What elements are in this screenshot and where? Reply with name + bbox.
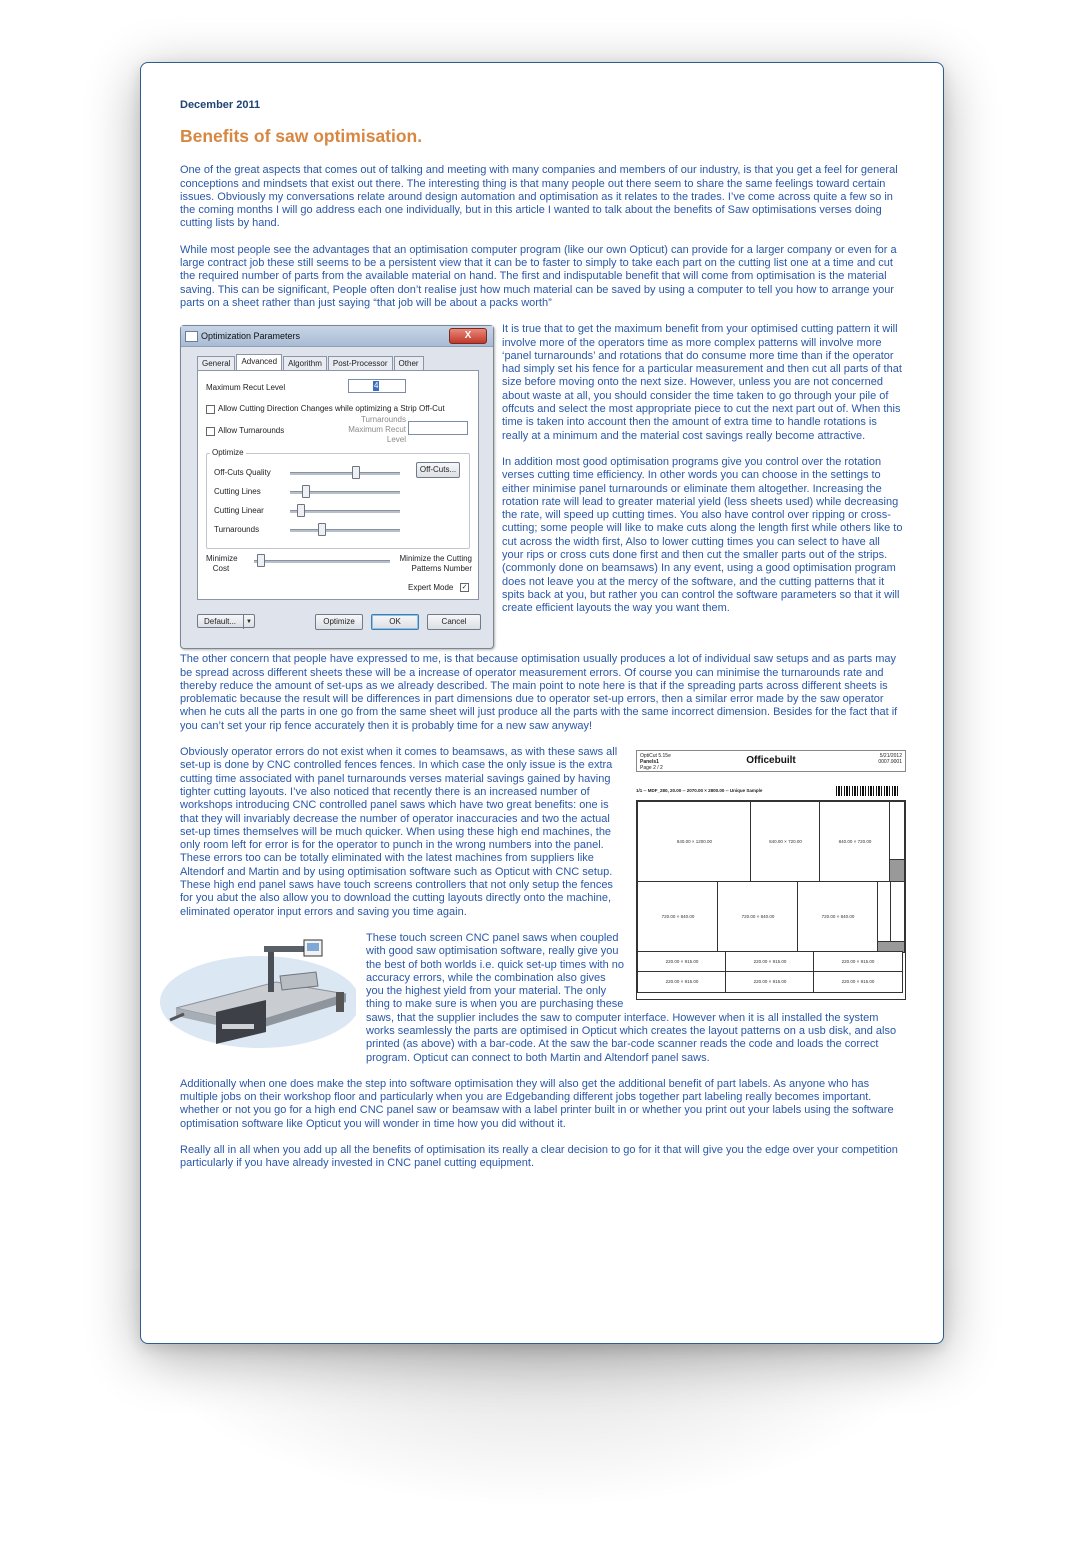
- cost-patterns-slider[interactable]: [254, 560, 390, 563]
- max-recut-value: 4: [374, 381, 379, 391]
- turnarounds-label: Turnarounds: [214, 525, 260, 535]
- off-cuts-quality-label: Off-Cuts Quality: [214, 468, 271, 478]
- max-recut-label: Maximum Recut Level: [206, 383, 286, 393]
- report-brand: Officebuilt: [746, 755, 796, 767]
- tab-other[interactable]: Other: [394, 356, 424, 370]
- article: [180, 99, 904, 1184]
- dialog-title: Optimization Parameters: [201, 331, 301, 342]
- paragraph-4: In addition most good optimisation programs give you control over the rotation verses cutting time efficiency. In other words you can choose in the settings to either minimise panel turnarounds or eliminate them altogether. Increasing the rotation rate will lead to greater material yield (less sheets used) while decreasing the rate, will speed up cutting times. You also have control over ripping or cross-cutting; some people will like to make cuts along the length first while others like to cut across the width first, Also to lower cutting times you can select to have all your rips or cross cuts done first and then cut the smaller parts out of the strips. (commonly done on beamsaws) In any event, using a good optimisation program does not leave you at the mercy of the software, and the cutting patterns that it spits back at you, but rather you can control the software parameters so that it will create efficient layouts the way you want them.: [502, 455, 903, 615]
- optimization-parameters-dialog: [180, 325, 494, 649]
- paragraph-6: Obviously operator errors do not exist when it comes to beamsaws, as with these saws all set-up is done by CNC controlled fences fences. In which case the only issue is the extra cutting time associated with panel turnarounds verses material savings gained by having tighter cutting layouts. I’ve also noticed that recently there is an increased number of workshops introducing CNC controlled panel saws which have two great benefits: one is that they will invariably decrease the number of operator inaccuracies and two the actual set-up times themselves will be much quicker. When using these high end machines, the only room left for error is for the operator to punch in the wrong numbers into the panel. These errors too can be totally eliminated with the latest machines from suppliers like Altendorf and Martin and by using optimisation software such as Opticut with CNC setup. These high end panel saws have touch screens controllers that not only setup the fences for you abut the also allow you to download the cutting layouts directly onto the machine, eliminated operator input errors and saving you time again.: [180, 746, 618, 918]
- sheet-part: 220.00 × 915.00: [637, 971, 727, 993]
- paragraph-2: While most people see the advantages that an optimisation computer program (like our own Opticut) can provide for a larger company or even for a large contract job these still seems to be a persistent view that it can be to faster to simply to take each part on the cutting list one at a time and cut the required number of parts from the available material on hand. The first and indisputable benefit that will come from optimisation is the material saving. This can be significant, People often don’t realise just how much material can be saved by using a computer to tell you how to arrange your parts on a sheet rather than just saying “that job will be about a packs worth”: [180, 243, 897, 309]
- paragraph-8: Additionally when one does make the step into software optimisation they will also get the additional benefit of part labels. As anyone who has multiple jobs on their workshop floor and particularly when you are Edgebanding different jobs together part labeling really becomes important. whether or not you go for a high end CNC panel saw or beamsaw with a label printer built in or whether you print out your labels using the software optimisation software like Opticut you will wonder in time how you did without it.: [180, 1077, 894, 1130]
- sheet-part: 220.00 × 915.00: [637, 951, 727, 973]
- dropdown-arrow-icon: ▼: [243, 615, 254, 629]
- panel-sheet: [636, 800, 906, 1000]
- ok-button[interactable]: OK: [371, 614, 419, 630]
- allow-turnarounds-label: Allow Turnarounds: [218, 426, 285, 436]
- cutting-linear-slider[interactable]: [290, 510, 400, 513]
- paragraph-7: These touch screen CNC panel saws when coupled with good saw optimisation software, really give you the best of both worlds i.e. quick set-up times with no accuracy errors, while the combination also gives you the highest yield from your material. The only thing to make sure is when you are purchasing these saws, that the supplier includes the saw to computer interface. However when it is all installed the system works seamlessly the parts are optimised in Opticut which creates the layout patterns on a usb disk, and also printed (as above) with a bar-code. At the saw the bar-code scanner reads the code and loads the correct program. Opticut can connect to both Martin and Altendorf panel saws.: [366, 931, 897, 1064]
- report-date: 5/21/2012: [879, 753, 902, 760]
- newsletter-page: [140, 62, 944, 1344]
- turnarounds-thumb[interactable]: [318, 523, 326, 536]
- turnarounds-slider[interactable]: [290, 529, 400, 532]
- report-page: Page 2 / 2: [640, 765, 663, 772]
- cnc-panel-saw-image: [156, 932, 356, 1050]
- paragraph-3: It is true that to get the maximum benefit from your optimised cutting pattern it will involve more of the operators time as more complex patterns will involve more ‘panel turnarounds’ and rotations that do consume more time than if the operator had simply set his fence for a particular measurement and then cut all parts of that size before moving onto the next size. However, unless you are not concerned about waste at all, you should consider the time taken to go through your pile of offcuts and select the most appropriate piece to cut the next part out of. When this time is taken into account then the amount of extra time to handle rotations is really at a minimum and the material cost savings really become attractive.: [502, 323, 902, 442]
- article-title: Benefits of saw optimisation.: [180, 126, 423, 147]
- cutting-lines-thumb[interactable]: [302, 485, 310, 498]
- sheet-part: 220.00 × 915.00: [725, 971, 815, 993]
- cutting-linear-thumb[interactable]: [297, 504, 305, 517]
- report-caption: 1/1 -- MDF_280, 20.00 -- 2070.00 × 2800.00 -- Unique Sample: [636, 788, 763, 794]
- expert-mode-label: Expert Mode: [408, 583, 454, 593]
- cutting-linear-label: Cutting Linear: [214, 506, 264, 516]
- report-code: 0007.9001: [878, 759, 902, 766]
- report-header: [636, 750, 906, 772]
- off-cuts-quality-slider[interactable]: [290, 472, 400, 475]
- turnarounds-recut-label: Turnarounds Maximum Recut Level: [348, 415, 406, 445]
- tab-post-processor[interactable]: Post-Processor: [328, 356, 393, 370]
- advanced-tab-panel: [197, 370, 479, 600]
- cutting-lines-label: Cutting Lines: [214, 487, 261, 497]
- paragraph-1: One of the great aspects that comes out of talking and meeting with many companies and members of our industry, is that you get a feel for general conceptions and mindsets that exist out there. The interesting thing is that many people out there seem to share the same feelings toward certain issues. Obviously my conversations relate around design automation and optimisation as it relates to the trades. I’ve come across quite a few so in the coming months I will go address each one individually, but in this article I wanted to talk about the benefits of Saw optimisations verses doing cutting lists by hand.: [180, 164, 898, 230]
- sheet-part-small: [889, 801, 905, 861]
- allow-cutting-direction-checkbox[interactable]: [206, 405, 215, 414]
- off-cuts-button[interactable]: Off-Cuts...: [416, 462, 460, 478]
- article-date: December 2011: [180, 99, 261, 111]
- expert-mode-checkbox[interactable]: ✓: [461, 584, 468, 592]
- allow-cutting-direction-label: Allow Cutting Direction Changes while optimizing a Strip Off-Cut: [218, 404, 445, 414]
- sheet-part: 220.00 × 915.00: [813, 951, 903, 973]
- max-recut-input[interactable]: [348, 379, 406, 393]
- paragraph-5: The other concern that people have expressed to me, is that because optimisation usually produces a lot of individual saw setups and as parts may be spread across different sheets these will be a increase of operator measurement errors. Of course you can minimise the turnarounds rate and thereby reduce the amount of set-ups as we already described. The main point to note here is that if the spreading parts across different sheets is problematic because the result will be differences in part dimensions due to operator set-up errors, then a similar error made by the saw operator when he cuts all the parts in one go from the same sheet will just produce all the parts with the same incorrect dimension. Besides for the fact that if you can’t set your rip fence accurately then it is probably time for a new saw anyway!: [180, 653, 898, 732]
- sheet-part: 840.00 × 1200.00: [637, 801, 752, 883]
- dialog-body: [187, 352, 487, 642]
- cancel-button[interactable]: Cancel: [427, 614, 481, 630]
- cost-patterns-thumb[interactable]: [257, 554, 265, 567]
- sheet-part: 220.00 × 915.00: [813, 971, 903, 993]
- report-version: OptiCut 5.15e: [640, 753, 671, 760]
- tab-general[interactable]: General: [197, 356, 235, 370]
- sheet-part: 720.00 × 840.00: [797, 881, 879, 953]
- sheet-part: 840.00 × 720.00: [819, 801, 891, 883]
- dialog-tabs: [197, 356, 425, 370]
- tab-advanced[interactable]: Advanced: [236, 354, 282, 370]
- minimize-cost-label: Minimize Cost: [206, 554, 238, 574]
- off-cuts-quality-thumb[interactable]: [352, 466, 360, 479]
- allow-turnarounds-checkbox[interactable]: [206, 427, 215, 436]
- default-button[interactable]: [197, 614, 255, 628]
- dialog-titlebar: [181, 326, 493, 347]
- close-button[interactable]: X: [449, 328, 487, 344]
- window-icon: [185, 331, 198, 342]
- paragraph-9: Really all in all when you add up all the benefits of optimisation its really a clear decision to go for it that will give you the edge over your competition particularly if you have already invested in CNC panel cutting equipment.: [180, 1144, 898, 1170]
- default-button-label: Default...: [204, 617, 237, 627]
- sheet-part-small: [890, 881, 905, 943]
- optimize-group-label: Optimize: [212, 448, 244, 458]
- barcode: [836, 786, 900, 796]
- tab-algorithm[interactable]: Algorithm: [283, 356, 327, 370]
- panel-saw-illustration: [156, 932, 356, 1050]
- cutting-layout-report: [636, 750, 904, 1000]
- turnarounds-recut-input[interactable]: [408, 421, 468, 435]
- sheet-part: 840.00 × 720.00: [750, 801, 821, 883]
- sheet-part: 720.00 × 840.00: [637, 881, 719, 953]
- optimize-button[interactable]: Optimize: [315, 614, 363, 630]
- sheet-part: 720.00 × 840.00: [717, 881, 799, 953]
- sheet-part: 220.00 × 915.00: [725, 951, 815, 973]
- report-panel: Panels1: [640, 759, 659, 766]
- scrap-area: [889, 859, 905, 883]
- minimize-patterns-label: Minimize the Cutting Patterns Number: [399, 554, 472, 574]
